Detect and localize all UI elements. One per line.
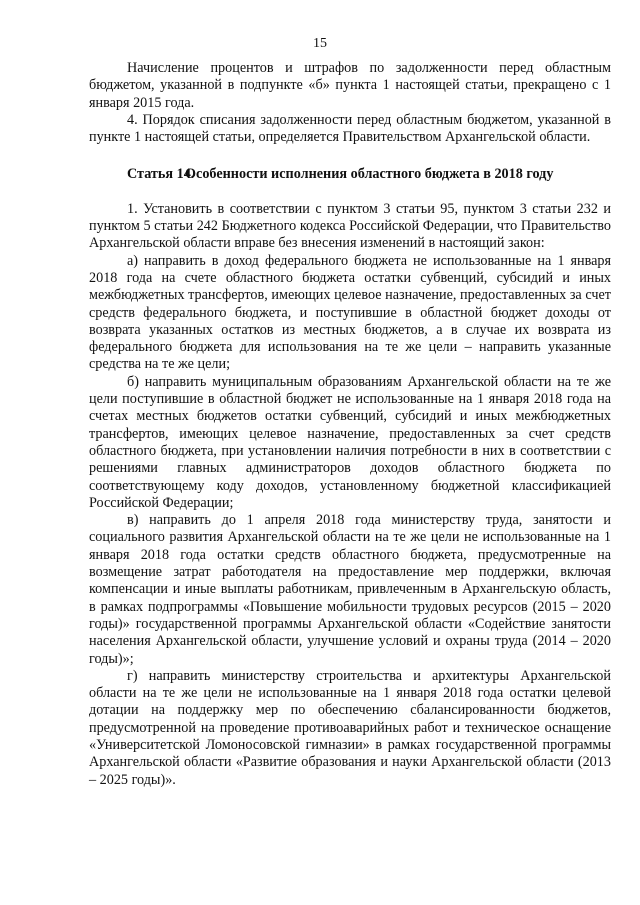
paragraph-debt-writeoff: 4. Порядок списания задолженности перед областным бюджетом, указанной в пункте 1 настоящей статьи, определяется Правительством Архангельской области. xyxy=(89,111,611,146)
article-title: Особенности исполнения областного бюджета в 2018 году xyxy=(185,166,554,183)
paragraph-subclause-g: г) направить министерству строительства и архитектуры Архангельской области на те же цели не использованные на 1 января 2018 года остатки целевой дотации на поддержку мер по обеспечению сбалансированности бюджетов, предусмотренной на проведение противоаварийных работ и техническое оснащение «Университетской Ломоносовской гимназии» в рамках государственной программы Архангельской области «Развитие образования и науки Архангельской области (2013 – 2025 годы)». xyxy=(89,667,611,788)
article-number: Статья 14. xyxy=(127,166,195,183)
paragraph-interest-cessation: Начисление процентов и штрафов по задолженности перед областным бюджетом, указанной в подпункте «б» пункта 1 настоящей статьи, прекращено с 1 января 2015 года. xyxy=(89,60,611,111)
document-content xyxy=(89,60,611,789)
paragraph-subclause-v: в) направить до 1 апреля 2018 года министерству труда, занятости и социального развития Архангельской области на те же цели не использованные на 1 января 2018 года остатки средств областного бюджета, предусмотренные на возмещение затрат работодателя на предоставление мер поддержки, включая компенсации и иные выплаты работникам, привлеченным в Архангельскую область, в рамках подпрограммы «Повышение мобильности трудовых ресурсов (2015 – 2020 годы)» государственной программы Архангельской области «Содействие занятости населения Архангельской области, улучшение условий и охраны труда (2014 – 2020 годы)»; xyxy=(89,512,611,667)
paragraph-subclause-b: б) направить муниципальным образованиям Архангельской области на те же цели поступившие в областной бюджет не использованные на 1 января 2018 года на счетах местных бюджетов остатки субвенций, субсидий и иных межбюджетных трансфертов, имеющих целевое назначение, предоставленных за счет средств областного бюджета, при установлении наличия потребности в них в соответствии с решениями главных администраторов доходов областного бюджета по соответствующему коду доходов, установленному бюджетной классификацией Российской Федерации; xyxy=(89,373,611,511)
page-number: 15 xyxy=(313,36,327,51)
article-heading xyxy=(89,166,611,183)
paragraph-clause-1: 1. Установить в соответствии с пунктом 3 статьи 95, пунктом 3 статьи 232 и пунктом 5 статьи 242 Бюджетного кодекса Российской Федерации, что Правительство Архангельской области вправе без внесения изменений в настоящий закон: xyxy=(89,200,611,252)
paragraph-subclause-a: а) направить в доход федерального бюджета не использованные на 1 января 2018 года на счете областного бюджета остатки субвенций, субсидий и иных межбюджетных трансфертов, имеющих целевое назначение, предоставленных за счет средств федерального бюджета, и поступившие в областной бюджет доходы от возврата указанных остатков из местных бюджетов, а в случае их возврата из федерального бюджета для использования на те же цели – направить указанные средства на те же цели; xyxy=(89,252,611,373)
